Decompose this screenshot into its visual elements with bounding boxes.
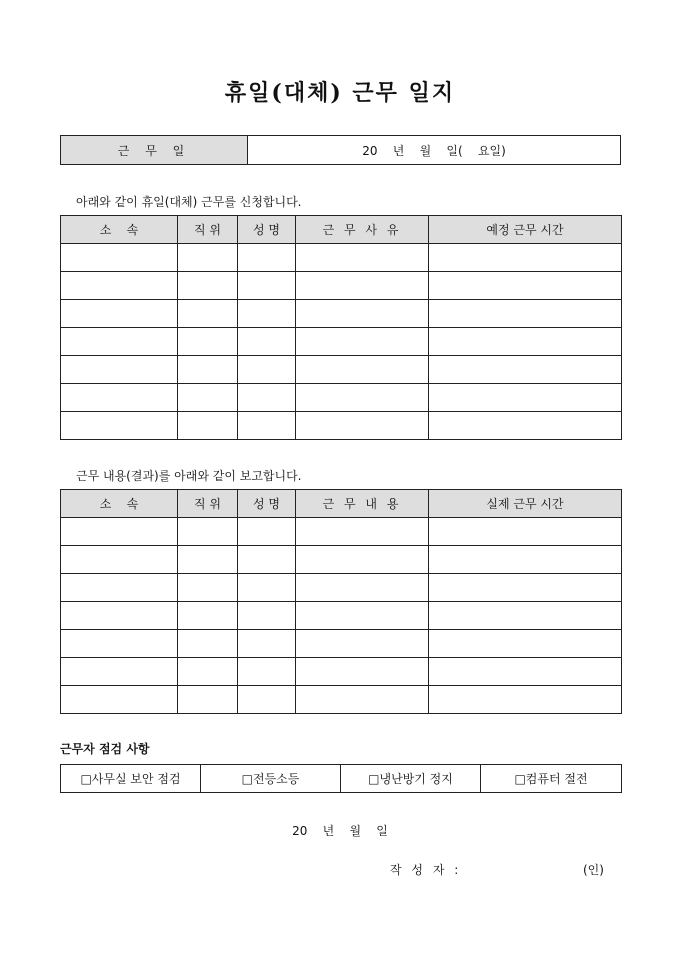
work-date-value[interactable]: 20 년 월 일( 요일) [248,136,621,165]
table-cell[interactable] [178,546,238,574]
table-cell[interactable] [61,272,178,300]
header-name: 성 명 [238,216,296,244]
header-position: 직 위 [178,490,238,518]
table-row [61,384,622,412]
table-cell[interactable] [429,384,622,412]
table-cell[interactable] [429,518,622,546]
header-actual-time: 실제 근무 시간 [429,490,622,518]
table-cell[interactable] [429,272,622,300]
table-cell[interactable] [61,412,178,440]
table-row [61,686,622,714]
table-cell[interactable] [178,384,238,412]
header-affiliation: 소 속 [61,490,178,518]
table-cell[interactable] [296,686,429,714]
table-cell[interactable] [429,412,622,440]
request-note: 아래와 같이 휴일(대체) 근무를 신청합니다. [76,195,302,209]
table-cell[interactable] [61,602,178,630]
table-cell[interactable] [429,356,622,384]
checklist-table [60,764,622,793]
table-cell[interactable] [296,546,429,574]
table-cell[interactable] [296,602,429,630]
table-cell[interactable] [178,244,238,272]
table-cell[interactable] [178,300,238,328]
request-header-row [61,216,622,244]
table-cell[interactable] [61,658,178,686]
report-note: 근무 내용(결과)를 아래와 같이 보고합니다. [76,469,302,483]
table-row [61,244,622,272]
table-cell[interactable] [61,630,178,658]
table-cell[interactable] [238,574,296,602]
table-cell[interactable] [61,384,178,412]
report-table [60,489,622,714]
checklist-item-security[interactable]: □사무실 보안 점검 [61,765,201,793]
checklist-item-lights[interactable]: □전등소등 [201,765,341,793]
work-date-table [60,135,621,165]
table-cell[interactable] [238,630,296,658]
table-cell[interactable] [429,300,622,328]
table-cell[interactable] [238,300,296,328]
work-date-label: 근 무 일 [61,136,248,165]
table-cell[interactable] [178,574,238,602]
checklist-item-computer[interactable]: □컴퓨터 절전 [481,765,622,793]
table-row [61,546,622,574]
table-cell[interactable] [296,574,429,602]
document-title: 휴일(대체) 근무 일지 [224,80,456,106]
table-cell[interactable] [178,518,238,546]
table-cell[interactable] [296,244,429,272]
table-cell[interactable] [429,630,622,658]
header-reason: 근 무 사 유 [296,216,429,244]
table-cell[interactable] [429,328,622,356]
table-row [61,574,622,602]
table-cell[interactable] [178,658,238,686]
table-cell[interactable] [429,686,622,714]
table-cell[interactable] [61,574,178,602]
table-cell[interactable] [238,244,296,272]
table-cell[interactable] [61,356,178,384]
table-cell[interactable] [238,356,296,384]
table-cell[interactable] [296,272,429,300]
checklist-item-hvac[interactable]: □냉난방기 정지 [341,765,481,793]
table-cell[interactable] [61,546,178,574]
table-cell[interactable] [61,300,178,328]
table-cell[interactable] [238,412,296,440]
table-cell[interactable] [178,328,238,356]
table-cell[interactable] [238,384,296,412]
table-cell[interactable] [178,356,238,384]
table-cell[interactable] [178,686,238,714]
table-cell[interactable] [296,328,429,356]
header-planned-time: 예정 근무 시간 [429,216,622,244]
table-cell[interactable] [296,300,429,328]
table-cell[interactable] [178,272,238,300]
footer-date: 20 년 월 일 [292,824,388,838]
seal-mark: (인) [583,863,604,877]
table-cell[interactable] [61,244,178,272]
table-cell[interactable] [429,658,622,686]
table-cell[interactable] [178,630,238,658]
table-cell[interactable] [61,328,178,356]
table-cell[interactable] [296,412,429,440]
table-cell[interactable] [178,602,238,630]
table-cell[interactable] [296,384,429,412]
table-cell[interactable] [429,602,622,630]
table-cell[interactable] [296,658,429,686]
table-row [61,356,622,384]
table-row [61,518,622,546]
header-position: 직 위 [178,216,238,244]
table-cell[interactable] [238,602,296,630]
table-row [61,328,622,356]
checklist-title: 근무자 점검 사항 [60,742,150,756]
header-content: 근 무 내 용 [296,490,429,518]
table-cell[interactable] [429,546,622,574]
table-row [61,300,622,328]
table-cell[interactable] [61,686,178,714]
table-row [61,412,622,440]
table-cell[interactable] [238,686,296,714]
table-row [61,630,622,658]
table-row [61,602,622,630]
table-cell[interactable] [178,412,238,440]
table-cell[interactable] [429,574,622,602]
table-row [61,658,622,686]
table-cell[interactable] [238,546,296,574]
table-cell[interactable] [296,630,429,658]
table-cell[interactable] [429,244,622,272]
header-affiliation: 소 속 [61,216,178,244]
table-cell[interactable] [296,356,429,384]
table-cell[interactable] [238,272,296,300]
table-cell[interactable] [238,658,296,686]
header-name: 성 명 [238,490,296,518]
table-cell[interactable] [238,518,296,546]
table-cell[interactable] [238,328,296,356]
table-cell[interactable] [61,518,178,546]
request-table [60,215,622,440]
report-header-row [61,490,622,518]
table-cell[interactable] [296,518,429,546]
author-label: 작 성 자 : [390,863,462,877]
table-row [61,272,622,300]
